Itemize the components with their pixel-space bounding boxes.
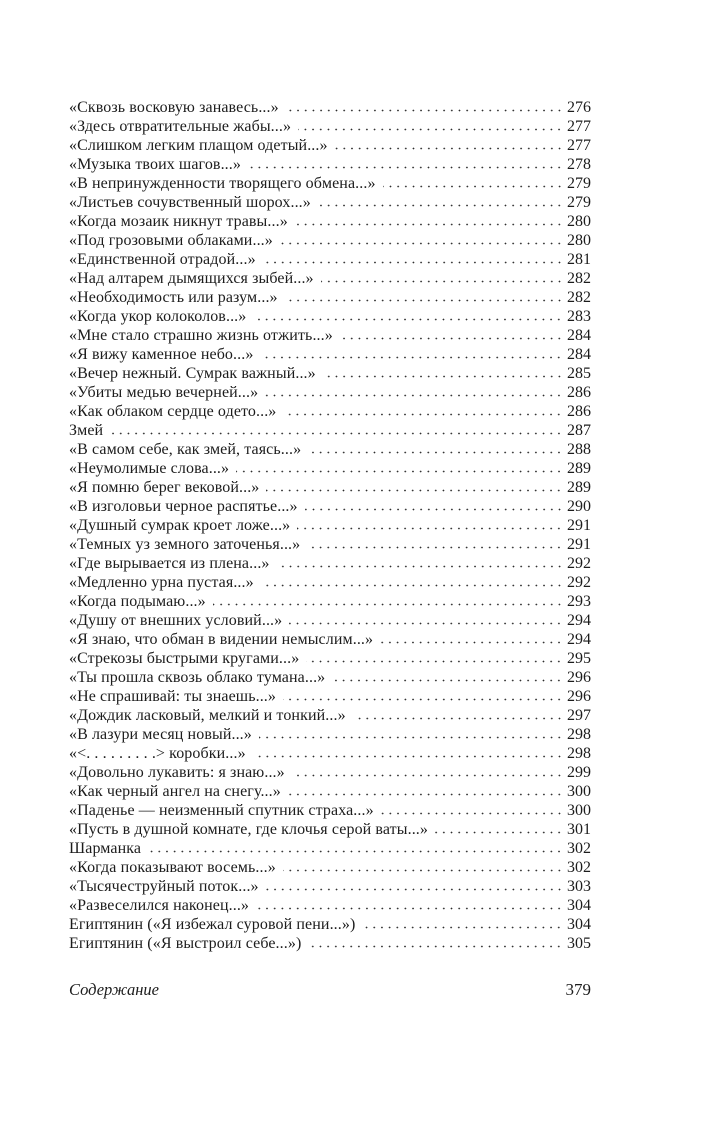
toc-entry-page: 289	[567, 479, 591, 496]
dot-leader	[335, 147, 564, 150]
toc-row	[69, 460, 591, 479]
dot-leader	[148, 850, 564, 853]
toc-row	[69, 441, 591, 460]
toc-entry-title: «Довольно лукавить: я знаю...»	[69, 764, 285, 781]
toc-entry-page: 292	[567, 574, 591, 591]
toc-entry-page: 279	[567, 194, 591, 211]
dot-leader	[383, 185, 564, 188]
toc-entry-page: 291	[567, 536, 591, 553]
toc-entry-page: 299	[567, 764, 591, 781]
toc-entry-title: «Когда укор колоколов...»	[69, 308, 247, 325]
toc-row	[69, 270, 591, 289]
toc-entry-title: «Когда подымаю...»	[69, 593, 206, 610]
dot-leader	[321, 280, 564, 283]
toc-entry-title: «Дождик ласковый, мелкий и тонкий...»	[69, 707, 346, 724]
footer-page-number: 379	[565, 980, 591, 999]
toc-row	[69, 517, 591, 536]
toc-entry-page: 294	[567, 612, 591, 629]
toc-row	[69, 783, 591, 802]
dot-leader	[236, 470, 564, 473]
dot-leader	[305, 508, 564, 511]
toc-row	[69, 631, 591, 650]
toc-entry-page: 303	[567, 878, 591, 895]
toc-entry-title: Змей	[69, 422, 104, 439]
dot-leader	[318, 204, 564, 207]
toc-entry-title: «Под грозовыми облаками...»	[69, 232, 273, 249]
toc-entry-page: 302	[567, 859, 591, 876]
toc-row	[69, 878, 591, 897]
dot-leader	[283, 413, 564, 416]
toc-row	[69, 232, 591, 251]
toc-entry-page: 296	[567, 669, 591, 686]
dot-leader	[110, 432, 564, 435]
toc-entry-title: «Темных уз земного заточенья...»	[69, 536, 301, 553]
toc-entry-title: «Листьев сочувственный шорох...»	[69, 194, 311, 211]
toc-entry-page: 284	[567, 346, 591, 363]
dot-leader	[277, 565, 564, 568]
toc-entry-title: «<. . . . . . . . .> коробки...»	[69, 745, 246, 762]
dot-leader	[286, 109, 564, 112]
toc-entry-page: 279	[567, 175, 591, 192]
toc-row	[69, 194, 591, 213]
dot-leader	[362, 926, 564, 929]
dot-leader	[283, 869, 564, 872]
toc-row	[69, 555, 591, 574]
toc-entry-page: 298	[567, 745, 591, 762]
toc-entry-page: 277	[567, 137, 591, 154]
toc-entry-title: «Когда показывают восемь...»	[69, 859, 276, 876]
toc-entry-page: 287	[567, 422, 591, 439]
toc-entry-title: «В самом себе, как змей, таясь...»	[69, 441, 302, 458]
toc-entry-title: «Необходимость или разум...»	[69, 289, 278, 306]
toc-row	[69, 802, 591, 821]
dot-leader	[248, 166, 564, 169]
toc-entry-title: «Я помню берег вековой...»	[69, 479, 260, 496]
dot-leader	[253, 755, 564, 758]
toc-row	[69, 897, 591, 916]
toc-entry-title: «Мне стало страшно жизнь отжить...»	[69, 327, 333, 344]
toc-row	[69, 726, 591, 745]
toc-row	[69, 498, 591, 517]
toc-row	[69, 479, 591, 498]
toc-entry-page: 294	[567, 631, 591, 648]
toc-entry-title: «Где вырывается из плена...»	[69, 555, 270, 572]
toc-entry-title: «Я знаю, что обман в видении немыслим...»	[69, 631, 374, 648]
toc-row	[69, 840, 591, 859]
toc-entry-title: «Убиты медью вечерней...»	[69, 384, 259, 401]
toc-entry-page: 305	[567, 935, 591, 952]
toc-entry-title: Египтянин («Я выстроил себе...»)	[69, 935, 302, 952]
dot-leader	[435, 831, 564, 834]
dot-leader	[256, 907, 564, 910]
toc-row	[69, 821, 591, 840]
toc-row	[69, 251, 591, 270]
toc-row	[69, 137, 591, 156]
toc-row	[69, 612, 591, 631]
toc-row	[69, 384, 591, 403]
toc-entry-page: 284	[567, 327, 591, 344]
toc-entry-title: Шарманка	[69, 840, 142, 857]
toc-row	[69, 935, 591, 954]
toc-row	[69, 156, 591, 175]
toc-row	[69, 745, 591, 764]
toc-entry-title: «Медленно урна пустая...»	[69, 574, 254, 591]
toc-entry-page: 281	[567, 251, 591, 268]
toc-entry-title: «Ты прошла сквозь облако тумана...»	[69, 669, 326, 686]
toc-entry-page: 282	[567, 289, 591, 306]
dot-leader	[298, 128, 564, 131]
toc-entry-title: «Вечер нежный. Сумрак важный...»	[69, 365, 316, 382]
toc-entry-page: 292	[567, 555, 591, 572]
dot-leader	[308, 451, 564, 454]
toc-row	[69, 213, 591, 232]
toc-entry-page: 300	[567, 802, 591, 819]
toc-row	[69, 118, 591, 137]
toc-entry-page: 288	[567, 441, 591, 458]
toc-entry-title: «Неумолимые слова...»	[69, 460, 230, 477]
dot-leader	[213, 603, 564, 606]
toc-row	[69, 669, 591, 688]
dot-leader	[307, 546, 564, 549]
toc-row	[69, 916, 591, 935]
dot-leader	[260, 356, 564, 359]
toc-entry-page: 290	[567, 498, 591, 515]
toc-entry-title: «Развеселился наконец...»	[69, 897, 250, 914]
table-of-contents	[69, 99, 591, 954]
toc-entry-page: 296	[567, 688, 591, 705]
toc-row	[69, 327, 591, 346]
dot-leader	[266, 489, 564, 492]
dot-leader	[265, 394, 564, 397]
toc-entry-title: «Как облаком сердце одето...»	[69, 403, 277, 420]
toc-entry-page: 276	[567, 99, 591, 116]
dot-leader	[280, 242, 564, 245]
toc-row	[69, 346, 591, 365]
dot-leader	[308, 945, 564, 948]
dot-leader	[306, 660, 564, 663]
toc-entry-page: 291	[567, 517, 591, 534]
toc-entry-title: «Слишком легким плащом одетый...»	[69, 137, 328, 154]
toc-row	[69, 99, 591, 118]
toc-entry-page: 282	[567, 270, 591, 287]
toc-entry-page: 301	[567, 821, 591, 838]
toc-entry-page: 280	[567, 213, 591, 230]
toc-entry-page: 300	[567, 783, 591, 800]
toc-entry-page: 293	[567, 593, 591, 610]
toc-row	[69, 593, 591, 612]
toc-entry-page: 283	[567, 308, 591, 325]
toc-entry-page: 277	[567, 118, 591, 135]
toc-row	[69, 175, 591, 194]
toc-entry-title: «В непринужденности творящего обмена...»	[69, 175, 376, 192]
toc-entry-page: 278	[567, 156, 591, 173]
toc-entry-title: «Стрекозы быстрыми кругами...»	[69, 650, 300, 667]
toc-row	[69, 536, 591, 555]
toc-entry-title: «Музыка твоих шагов...»	[69, 156, 241, 173]
toc-row	[69, 859, 591, 878]
toc-row	[69, 688, 591, 707]
dot-leader	[353, 717, 564, 720]
toc-entry-title: «Паденье — неизменный спутник страха...»	[69, 802, 374, 819]
toc-entry-title: «Над алтарем дымящихся зыбей...»	[69, 270, 314, 287]
dot-leader	[381, 812, 564, 815]
toc-entry-title: «Сквозь восковую занавесь...»	[69, 99, 279, 116]
footer-section-title: Содержание	[69, 980, 160, 999]
dot-leader	[323, 375, 564, 378]
toc-row	[69, 764, 591, 783]
toc-entry-page: 295	[567, 650, 591, 667]
toc-entry-page: 286	[567, 403, 591, 420]
toc-entry-title: «Как черный ангел на снегу...»	[69, 783, 281, 800]
toc-row	[69, 308, 591, 327]
toc-entry-title: «Душу от внешних условий...»	[69, 612, 283, 629]
toc-entry-title: Египтянин («Я избежал суровой пени...»)	[69, 916, 356, 933]
toc-entry-page: 298	[567, 726, 591, 743]
dot-leader	[263, 261, 564, 264]
dot-leader	[253, 318, 564, 321]
toc-entry-title: «Единственной отрадой...»	[69, 251, 256, 268]
dot-leader	[297, 527, 564, 530]
toc-entry-title: «Я вижу каменное небо...»	[69, 346, 254, 363]
toc-entry-title: «Когда мозаик никнут травы...»	[69, 213, 288, 230]
toc-entry-title: «Душный сумрак кроет ложе...»	[69, 517, 291, 534]
toc-entry-page: 286	[567, 384, 591, 401]
toc-entry-page: 285	[567, 365, 591, 382]
dot-leader	[285, 299, 564, 302]
toc-entry-title: «В изголовьи черное распятье...»	[69, 498, 298, 515]
toc-row	[69, 365, 591, 384]
toc-entry-page: 302	[567, 840, 591, 857]
toc-entry-page: 297	[567, 707, 591, 724]
dot-leader	[340, 337, 564, 340]
toc-entry-title: «Здесь отвратительные жабы...»	[69, 118, 292, 135]
dot-leader	[288, 793, 564, 796]
dot-leader	[261, 584, 564, 587]
toc-row	[69, 707, 591, 726]
toc-entry-page: 304	[567, 916, 591, 933]
toc-entry-title: «Не спрашивай: ты знаешь...»	[69, 688, 277, 705]
dot-leader	[295, 223, 564, 226]
toc-entry-page: 289	[567, 460, 591, 477]
dot-leader	[283, 698, 564, 701]
toc-entry-title: «Пусть в душной комнате, где клочья серой ваты...»	[69, 821, 428, 838]
dot-leader	[380, 641, 564, 644]
page-footer	[69, 980, 591, 1000]
toc-entry-title: «В лазури месяц новый...»	[69, 726, 252, 743]
toc-entry-title: «Тысячеструйный поток...»	[69, 878, 259, 895]
dot-leader	[292, 774, 564, 777]
dot-leader	[289, 622, 564, 625]
dot-leader	[332, 679, 564, 682]
dot-leader	[266, 888, 564, 891]
toc-row	[69, 574, 591, 593]
toc-entry-page: 280	[567, 232, 591, 249]
toc-row	[69, 422, 591, 441]
dot-leader	[259, 736, 564, 739]
toc-row	[69, 289, 591, 308]
toc-row	[69, 403, 591, 422]
toc-row	[69, 650, 591, 669]
toc-entry-page: 304	[567, 897, 591, 914]
